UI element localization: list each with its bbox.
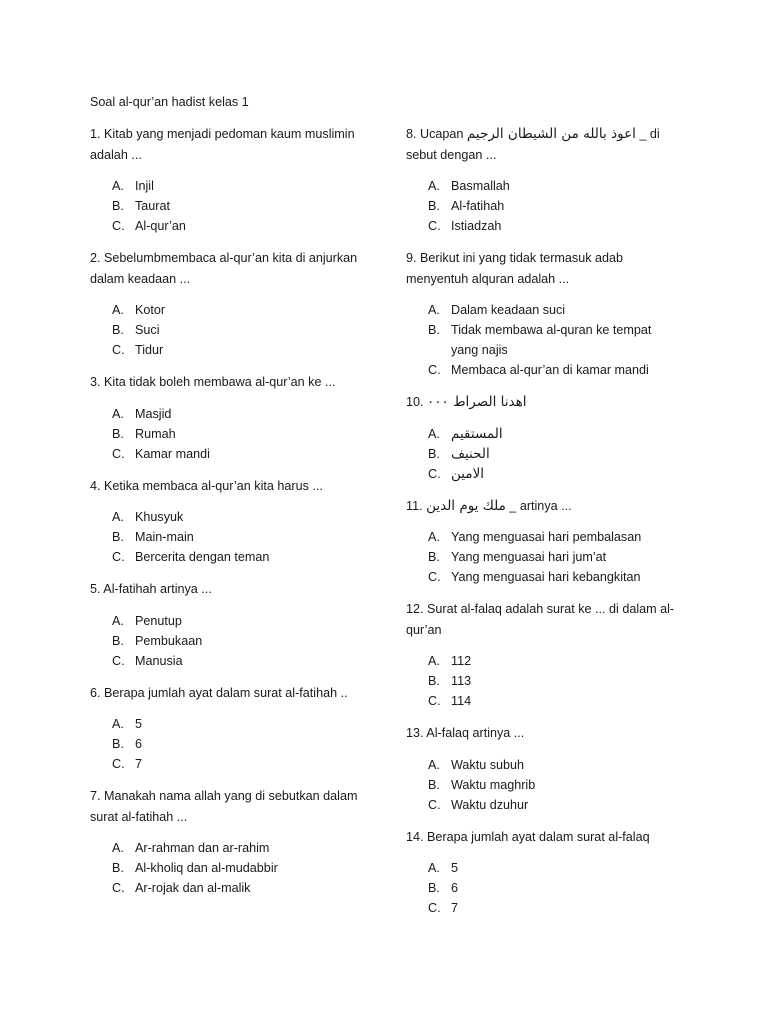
option-letter: C. bbox=[112, 653, 125, 668]
option-letter: C. bbox=[112, 219, 125, 233]
option-text: Manusia bbox=[135, 653, 183, 668]
option-letter: A. bbox=[428, 303, 440, 317]
option-item bbox=[90, 631, 380, 651]
option-list bbox=[406, 651, 681, 711]
option-letter: C. bbox=[428, 901, 441, 915]
option-item bbox=[90, 216, 380, 236]
arabic-phrase: اهدنا الصراط ٠٠٠ bbox=[427, 394, 527, 410]
question-item bbox=[406, 827, 681, 919]
question-text bbox=[406, 496, 681, 517]
option-letter: A. bbox=[428, 861, 440, 875]
option-letter: A. bbox=[112, 841, 124, 855]
option-letter: B. bbox=[112, 199, 124, 213]
option-text: Tidak membawa al-quran ke tempat yang najis bbox=[451, 323, 652, 357]
option-letter: B. bbox=[428, 881, 440, 895]
option-item bbox=[406, 567, 681, 587]
option-letter: C. bbox=[112, 881, 125, 895]
option-list bbox=[90, 300, 380, 360]
option-text: 6 bbox=[451, 881, 459, 895]
option-item bbox=[406, 527, 681, 547]
option-text: Waktu maghrib bbox=[451, 777, 536, 792]
option-item bbox=[90, 320, 380, 340]
option-list bbox=[90, 714, 380, 774]
option-item bbox=[406, 360, 681, 380]
option-text: Rumah bbox=[135, 426, 176, 441]
option-item bbox=[406, 300, 681, 320]
option-text: المستقيم bbox=[451, 425, 503, 442]
option-letter: C. bbox=[112, 550, 125, 564]
option-item bbox=[406, 858, 681, 878]
question-text: 3. Kita tidak boleh membawa al-qur’an ke ... bbox=[90, 375, 336, 389]
option-text: Khusyuk bbox=[135, 510, 184, 524]
option-letter: B. bbox=[112, 737, 124, 751]
question-text: 2. Sebelumbmembaca al-qur’an kita di anjurkan dalam keadaan ... bbox=[90, 251, 358, 286]
option-text: Pembukaan bbox=[135, 633, 203, 648]
option-text: Basmallah bbox=[451, 179, 510, 193]
question-text: 5. Al-fatihah artinya ... bbox=[90, 582, 212, 596]
option-item bbox=[90, 754, 380, 774]
document-title: Soal al-qur’an hadist kelas 1 bbox=[90, 95, 249, 109]
question-item bbox=[406, 599, 681, 711]
question-text bbox=[406, 392, 681, 413]
question-item bbox=[90, 372, 380, 464]
option-item bbox=[90, 527, 380, 547]
question-text bbox=[406, 124, 681, 165]
question-text: 14. Berapa jumlah ayat dalam surat al-falaq bbox=[406, 829, 650, 844]
question-text: 7. Manakah nama allah yang di sebutkan dalam surat al-fatihah ... bbox=[90, 789, 358, 824]
option-list bbox=[406, 858, 681, 918]
question-item bbox=[406, 124, 681, 236]
option-letter: B. bbox=[428, 777, 440, 792]
option-item bbox=[90, 507, 380, 527]
option-letter: A. bbox=[112, 613, 124, 628]
left-column bbox=[90, 124, 380, 910]
option-item bbox=[406, 176, 681, 196]
option-text: الامين bbox=[451, 465, 485, 482]
question-text-post: _ artinya ... bbox=[505, 498, 572, 513]
option-item bbox=[406, 898, 681, 918]
question-item bbox=[406, 392, 681, 484]
question-text: 1. Kitab yang menjadi pedoman kaum muslimin adalah ... bbox=[90, 127, 355, 162]
option-letter: A. bbox=[112, 179, 124, 193]
option-letter: B. bbox=[112, 530, 124, 544]
option-letter: C. bbox=[428, 694, 441, 708]
option-letter: A. bbox=[112, 406, 124, 421]
option-list bbox=[90, 838, 380, 898]
option-text: Dalam keadaan suci bbox=[451, 303, 566, 317]
option-list bbox=[406, 755, 681, 815]
question-text-post: _ di sebut dengan ... bbox=[406, 127, 660, 162]
option-letter: A. bbox=[428, 179, 440, 193]
option-letter: A. bbox=[428, 757, 440, 772]
option-letter: C. bbox=[112, 757, 125, 771]
arabic-phrase: اعوذ بالله من الشيطان الرجيم bbox=[466, 126, 636, 142]
option-list bbox=[90, 404, 380, 464]
option-item bbox=[90, 340, 380, 360]
option-text: Suci bbox=[135, 323, 160, 337]
option-item bbox=[90, 176, 380, 196]
option-letter: A. bbox=[428, 654, 440, 668]
option-text: Waktu dzuhur bbox=[451, 797, 529, 812]
question-text-pre: 8. Ucapan bbox=[406, 127, 467, 141]
option-letter: C. bbox=[428, 363, 441, 377]
option-text: Kotor bbox=[135, 303, 166, 317]
question-text: 13. Al-falaq artinya ... bbox=[406, 726, 525, 740]
arabic-phrase: ملك يوم الدين bbox=[426, 497, 506, 514]
option-text: 5 bbox=[451, 861, 459, 875]
question-item bbox=[90, 786, 380, 898]
option-text: الحنيف bbox=[451, 445, 490, 462]
question-text-pre: 11. bbox=[406, 498, 427, 513]
option-list bbox=[90, 611, 380, 671]
option-list bbox=[90, 176, 380, 236]
option-text: Tidur bbox=[135, 343, 164, 357]
option-letter: B. bbox=[112, 426, 124, 441]
option-list bbox=[90, 507, 380, 567]
option-text: Membaca al-qur’an di kamar mandi bbox=[451, 363, 649, 377]
option-text: Ar-rojak dan al-malik bbox=[135, 881, 251, 895]
option-item bbox=[406, 671, 681, 691]
option-text: Taurat bbox=[135, 199, 171, 213]
question-text: 9. Berikut ini yang tidak termasuk adab menyentuh alquran adalah ... bbox=[406, 251, 624, 286]
question-text: 12. Surat al-falaq adalah surat ke ... di dalam al-qur’an bbox=[406, 602, 675, 637]
option-item bbox=[406, 320, 681, 360]
option-letter: B. bbox=[428, 550, 440, 564]
option-item bbox=[90, 714, 380, 734]
option-letter: B. bbox=[428, 323, 440, 337]
option-list bbox=[406, 424, 681, 484]
option-list bbox=[406, 176, 681, 236]
option-letter: B. bbox=[428, 199, 440, 213]
option-item bbox=[90, 858, 380, 878]
option-item bbox=[406, 464, 681, 484]
option-text: Main-main bbox=[135, 530, 194, 544]
option-item bbox=[90, 611, 380, 631]
option-text: 114 bbox=[451, 694, 472, 708]
option-item bbox=[90, 547, 380, 567]
option-item bbox=[406, 196, 681, 216]
option-text: 7 bbox=[135, 757, 143, 771]
option-text: Bercerita dengan teman bbox=[135, 550, 270, 564]
question-item bbox=[90, 683, 380, 775]
option-letter: A. bbox=[112, 303, 124, 317]
question-text: 4. Ketika membaca al-qur’an kita harus ... bbox=[90, 478, 323, 493]
option-letter: A. bbox=[112, 717, 124, 731]
option-text: Kamar mandi bbox=[135, 446, 210, 461]
question-text: 6. Berapa jumlah ayat dalam surat al-fatihah .. bbox=[90, 685, 348, 700]
option-letter: C. bbox=[428, 570, 441, 584]
question-item bbox=[90, 579, 380, 671]
option-text: Penutup bbox=[135, 613, 182, 628]
option-list bbox=[406, 527, 681, 587]
option-item bbox=[406, 878, 681, 898]
option-item bbox=[406, 775, 681, 795]
option-letter: B. bbox=[112, 633, 124, 648]
option-letter: C. bbox=[112, 343, 125, 357]
option-item bbox=[90, 404, 380, 424]
option-text: Yang menguasai hari jum’at bbox=[451, 550, 607, 564]
option-text: Al-kholiq dan al-mudabbir bbox=[135, 861, 278, 875]
option-list bbox=[406, 300, 681, 380]
option-text: Istiadzah bbox=[451, 219, 502, 233]
right-column bbox=[406, 124, 681, 930]
option-text: Masjid bbox=[135, 406, 172, 421]
option-letter: B. bbox=[112, 861, 124, 875]
option-text: 6 bbox=[135, 737, 143, 751]
question-item bbox=[90, 248, 380, 360]
option-item bbox=[406, 651, 681, 671]
option-item bbox=[90, 734, 380, 754]
option-item bbox=[406, 795, 681, 815]
question-item bbox=[90, 124, 380, 236]
question-item bbox=[406, 248, 681, 380]
option-item bbox=[406, 444, 681, 464]
question-text-pre: 10. bbox=[406, 395, 428, 409]
option-item bbox=[90, 424, 380, 444]
option-letter: C. bbox=[428, 219, 441, 233]
option-item bbox=[406, 755, 681, 775]
option-letter: B. bbox=[428, 674, 440, 688]
option-text: Injil bbox=[135, 179, 154, 193]
option-text: Yang menguasai hari pembalasan bbox=[451, 530, 642, 544]
option-text: 112 bbox=[451, 654, 472, 668]
option-item bbox=[406, 216, 681, 236]
option-item bbox=[406, 691, 681, 711]
option-item bbox=[90, 196, 380, 216]
option-item bbox=[90, 300, 380, 320]
option-text: 7 bbox=[451, 901, 459, 915]
option-letter: A. bbox=[428, 530, 440, 544]
option-letter: C. bbox=[112, 446, 125, 461]
option-text: Al-fatihah bbox=[451, 199, 505, 213]
option-item bbox=[90, 878, 380, 898]
option-text: 113 bbox=[451, 674, 472, 688]
question-item bbox=[406, 723, 681, 815]
option-item bbox=[90, 444, 380, 464]
option-item bbox=[90, 651, 380, 671]
option-text: Waktu subuh bbox=[451, 757, 525, 772]
option-text: Al-qur’an bbox=[135, 219, 186, 233]
question-item bbox=[406, 496, 681, 588]
option-letter: B. bbox=[112, 323, 124, 337]
option-letter: B. bbox=[428, 446, 440, 461]
option-letter: C. bbox=[428, 466, 441, 481]
option-item bbox=[406, 547, 681, 567]
question-item bbox=[90, 476, 380, 568]
option-text: Ar-rahman dan ar-rahim bbox=[135, 841, 270, 855]
option-letter: A. bbox=[428, 426, 440, 441]
option-item bbox=[90, 838, 380, 858]
option-text: Yang menguasai hari kebangkitan bbox=[451, 570, 641, 584]
option-letter: A. bbox=[112, 510, 124, 524]
option-letter: C. bbox=[428, 797, 441, 812]
option-item bbox=[406, 424, 681, 444]
option-text: 5 bbox=[135, 717, 143, 731]
